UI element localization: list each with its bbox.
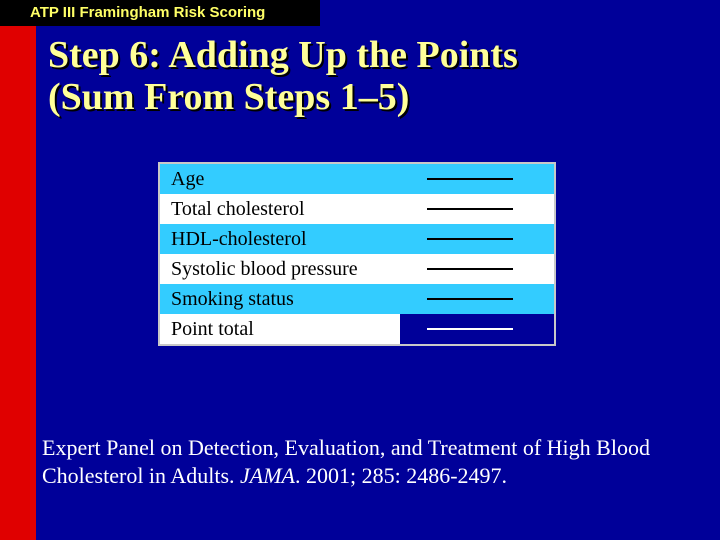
slide-title [48, 34, 518, 118]
slide-header: ATP III Framingham Risk Scoring [30, 4, 266, 21]
answer-blank-line [427, 298, 513, 300]
row-label: Point total [171, 317, 254, 340]
answer-blank-line [427, 178, 513, 180]
slide-title-line-2: (Sum From Steps 1–5) [48, 76, 410, 118]
row-label: Total cholesterol [171, 197, 305, 220]
slide-title-line-1: Step 6: Adding Up the Points [48, 34, 518, 76]
left-accent-bar [0, 0, 36, 540]
citation-text: Cholesterol in Adults. [42, 463, 240, 488]
table-row-total-cholesterol [160, 194, 554, 224]
table-row-hdl-cholesterol [160, 224, 554, 254]
row-label: Smoking status [171, 287, 294, 310]
citation-line-1: Expert Panel on Detection, Evaluation, and Treatment of High Blood [42, 435, 650, 460]
citation-line-2 [42, 463, 507, 488]
answer-blank-line [427, 328, 513, 330]
table-row-point-total [160, 314, 554, 344]
row-label: HDL-cholesterol [171, 227, 307, 250]
table-row-systolic-bp [160, 254, 554, 284]
row-label: Systolic blood pressure [171, 257, 358, 280]
row-label: Age [171, 167, 205, 190]
table-row-smoking-status [160, 284, 554, 314]
citation [42, 434, 712, 490]
journal-name: JAMA [240, 463, 295, 488]
answer-blank-line [427, 268, 513, 270]
citation-text: . 2001; 285: 2486-2497. [294, 463, 508, 488]
table-row-age [160, 164, 554, 194]
answer-blank-line [427, 238, 513, 240]
points-table [158, 162, 556, 346]
answer-blank-line [427, 208, 513, 210]
